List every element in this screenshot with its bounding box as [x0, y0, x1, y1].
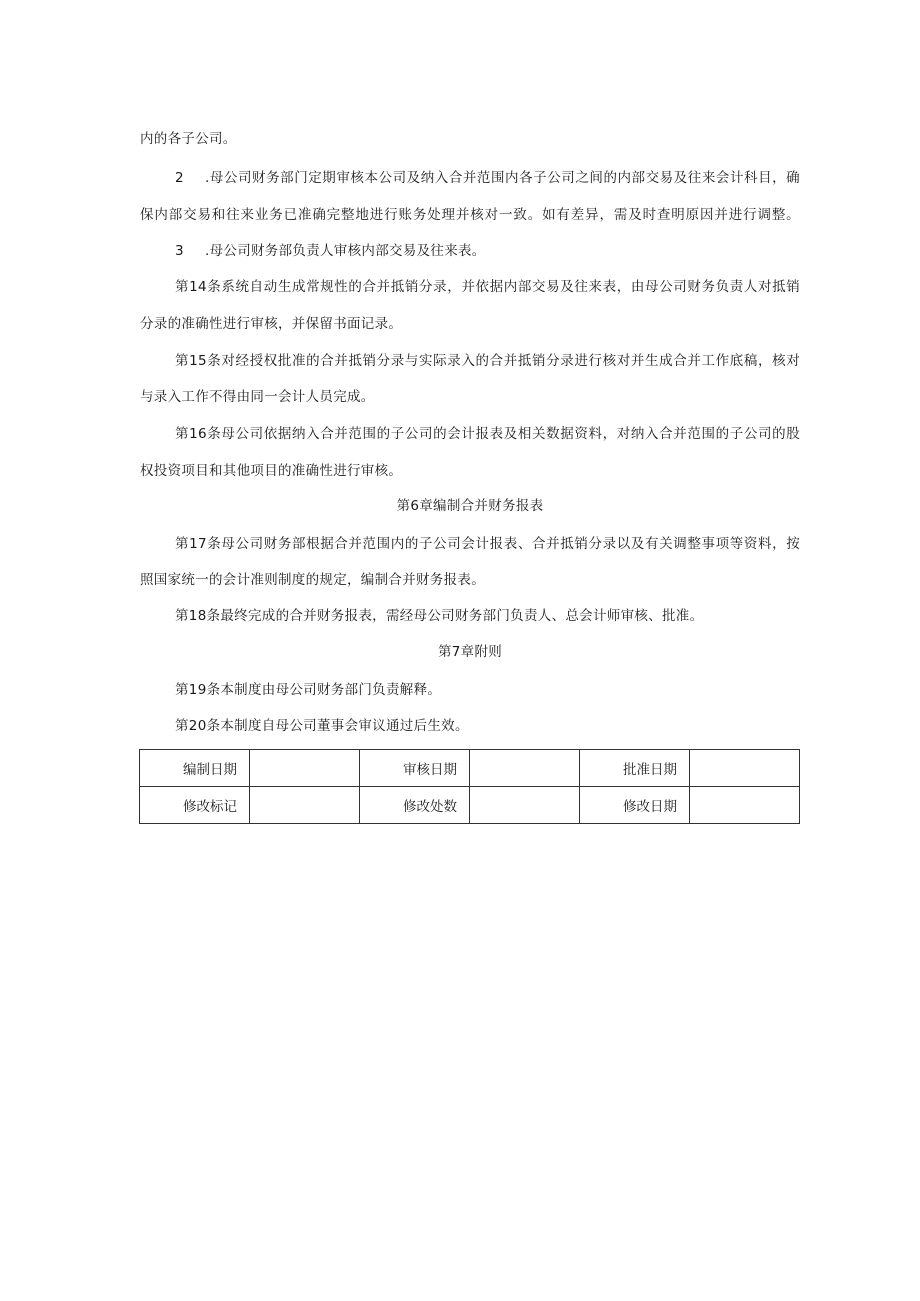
- paragraph-line: 与录入工作不得由同一会计人员完成。: [140, 389, 375, 405]
- article-18: 第18条最终完成的合并财务报表，需经母公司财务部门负责人、总会计师审核、批准。: [175, 608, 704, 624]
- list-item-2: [175, 168, 800, 188]
- revision-count-value: [470, 787, 580, 824]
- revision-count-label: 修改处数: [360, 787, 470, 824]
- approval-date-label: 批准日期: [580, 750, 690, 787]
- list-item-text: .母公司财务部门定期审核本公司及纳入合并范围内各子公司之间的内部交易及往来会计科目，确: [205, 170, 800, 186]
- article-19: 第19条本制度由母公司财务部门负责解释。: [175, 682, 442, 698]
- paragraph-continuation: 内的各子公司。: [140, 131, 237, 147]
- paragraph-line: 保内部交易和往来业务已准确完整地进行账务处理并核对一致。如有差异，需及时查明原因并进行调整。: [140, 207, 800, 223]
- review-date-value: [470, 750, 580, 787]
- compile-date-label: 编制日期: [140, 750, 250, 787]
- paragraph-line: 权投资项目和其他项目的准确性进行审核。: [140, 463, 403, 479]
- chapter-6-heading: 第6章编制合并财务报表: [396, 498, 544, 514]
- table-row: [140, 750, 800, 787]
- revision-mark-label: 修改标记: [140, 787, 250, 824]
- review-date-label: 审核日期: [360, 750, 470, 787]
- revision-date-value: [690, 787, 800, 824]
- paragraph-line: 分录的准确性进行审核，并保留书面记录。: [140, 316, 403, 332]
- list-item-3: [175, 241, 800, 261]
- revision-date-label: 修改日期: [580, 787, 690, 824]
- list-item-text: .母公司财务部负责人审核内部交易及往来表。: [205, 243, 486, 259]
- article-16: 第16条母公司依据纳入合并范围的子公司的会计报表及相关数据资料，对纳入合并范围的子公司的股: [175, 426, 800, 442]
- list-number: 3: [175, 243, 184, 259]
- article-15: 第15条对经授权批准的合并抵销分录与实际录入的合并抵销分录进行核对并生成合并工作底稿，核对: [175, 353, 800, 369]
- table-row: [140, 787, 800, 824]
- compile-date-value: [250, 750, 360, 787]
- chapter-7-heading: 第7章附则: [437, 644, 503, 660]
- article-20: 第20条本制度自母公司董事会审议通过后生效。: [175, 718, 469, 734]
- list-number: 2: [175, 170, 184, 186]
- article-14: 第14条系统自动生成常规性的合并抵销分录，并依据内部交易及往来表，由母公司财务负责人对抵销: [175, 279, 800, 295]
- document-info-table: [139, 749, 800, 824]
- approval-date-value: [690, 750, 800, 787]
- revision-mark-value: [250, 787, 360, 824]
- paragraph-line: 照国家统一的会计准则制度的规定，编制合并财务报表。: [140, 572, 485, 588]
- article-17: 第17条母公司财务部根据合并范围内的子公司会计报表、合并抵销分录以及有关调整事项等资料，按: [175, 536, 800, 552]
